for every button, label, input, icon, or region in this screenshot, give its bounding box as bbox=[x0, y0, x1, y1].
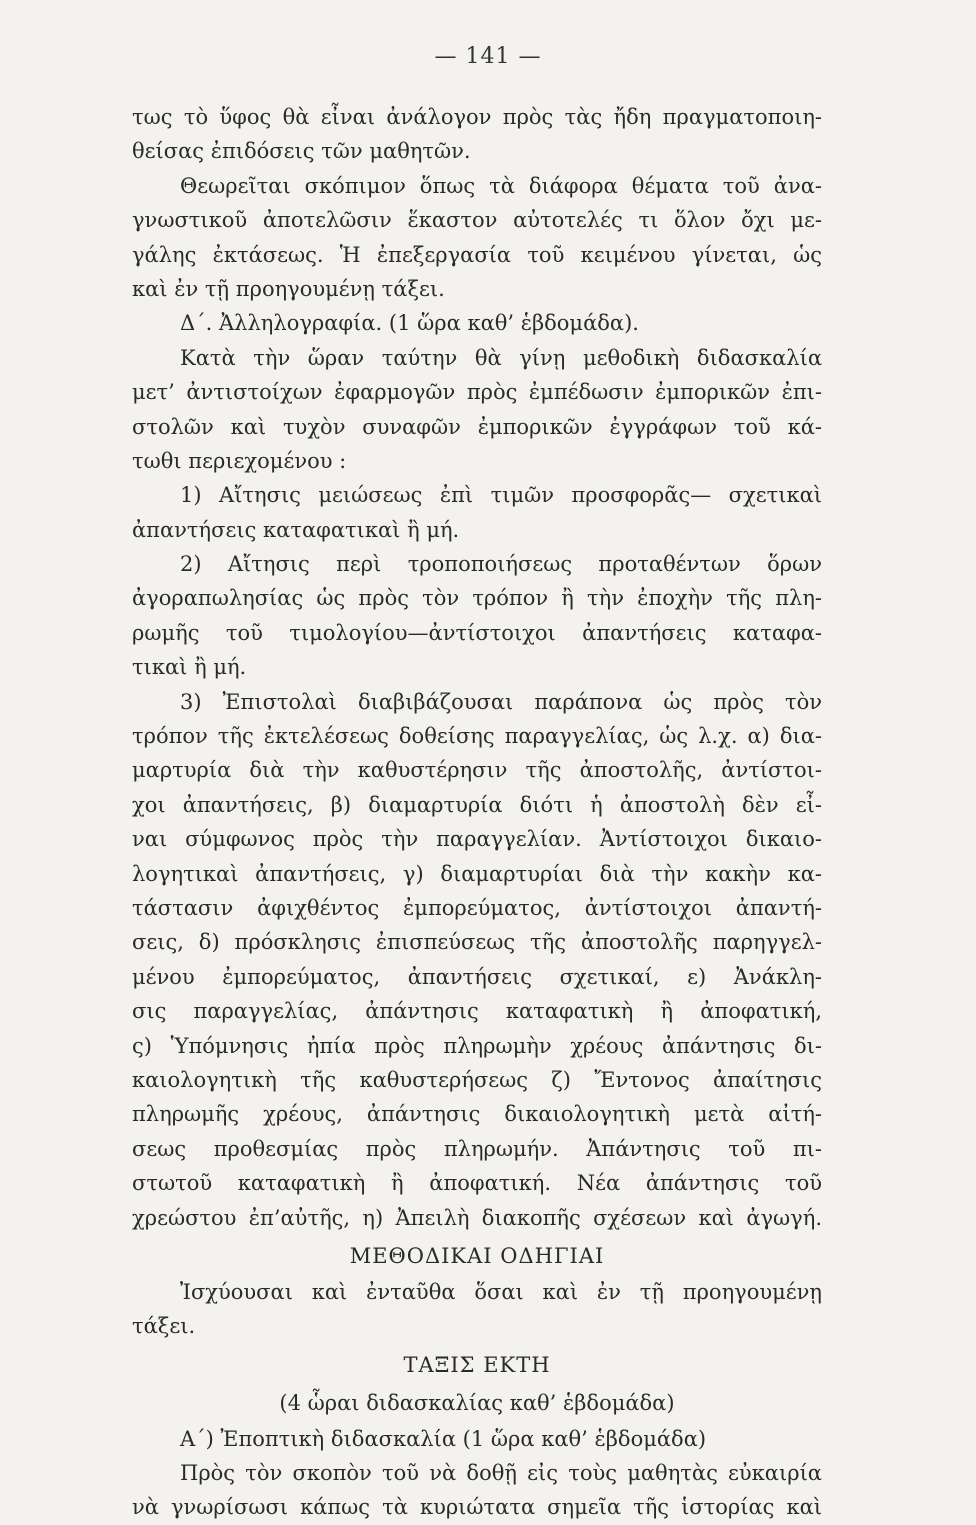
text-line: 1) Αἴτησις μειώσεως ἐπὶ τιμῶν προσφορᾶς— σχετικαὶ bbox=[180, 483, 822, 508]
text-line: σεως προθεσμίας πρὸς πληρωμήν. Ἀπάντησις τοῦ πι- bbox=[132, 1136, 822, 1161]
text-line: καὶ ἐν τῇ προηγουμένῃ τάξει. bbox=[132, 276, 445, 301]
text-line: ἀγοραπωλησίας ὡς πρὸς τὸν τρόπον ἢ τὴν ἐποχὴν τῆς πλη- bbox=[132, 586, 822, 611]
text-line: ρωμῆς τοῦ τιμολογίου—ἀντίστοιχοι ἀπαντήσεις καταφα- bbox=[132, 620, 822, 645]
body-text bbox=[132, 100, 822, 1525]
text-line: νὰ γνωρίσωσι κάπως τὰ κυριώτατα σημεῖα τῆς ἱστορίας καὶ bbox=[132, 1495, 822, 1520]
text-line: θείσας ἐπιδόσεις τῶν μαθητῶν. bbox=[132, 139, 471, 164]
text-line: πληρωμῆς χρέους, ἀπάντησις δικαιολογητικὴ μετὰ αἰτή- bbox=[132, 1102, 822, 1127]
text-line: σεις, δ) πρόσκλησις ἐπισπεύσεως τῆς ἀποστολῆς παρηγγελ- bbox=[132, 930, 822, 955]
text-line: ς) Ὑπόμνησις ἠπία πρὸς πληρωμὴν χρέους ἀπάντησις δι- bbox=[132, 1033, 822, 1058]
text-line: γνωστικοῦ ἀποτελῶσιν ἕκαστον αὐτοτελές τι ὅλον ὄχι με- bbox=[132, 208, 822, 233]
text-line: γάλης ἐκτάσεως. Ἡ ἐπεξεργασία τοῦ κειμένου γίνεται, ὡς bbox=[132, 242, 822, 267]
text-line: μαρτυρία διὰ τὴν καθυστέρησιν τῆς ἀποστολῆς, ἀντίστοι- bbox=[132, 758, 822, 783]
text-line: 3) Ἐπιστολαὶ διαβιβάζουσαι παράπονα ὡς πρὸς τὸν bbox=[180, 689, 822, 714]
text-line: Α΄) Ἐποπτικὴ διδασκαλία (1 ὥρα καθ’ ἑβδομάδα) bbox=[180, 1426, 707, 1451]
text-line: στολῶν καὶ τυχὸν συναφῶν ἐμπορικῶν ἐγγράφων τοῦ κά- bbox=[132, 414, 822, 439]
text-line: τάστασιν ἀφιχθέντος ἐμπορεύματος, ἀντίστοιχοι ἀπαντή- bbox=[132, 895, 822, 920]
text-line: τως τὸ ὕφος θὰ εἶναι ἀνάλογον πρὸς τὰς ἤδη πραγματοποιη- bbox=[132, 105, 822, 129]
text-line: ἀπαντήσεις καταφατικαὶ ἢ μή. bbox=[132, 517, 460, 542]
text-line: στωτοῦ καταφατικὴ ἢ ἀποφατική. Νέα ἀπάντησις τοῦ bbox=[132, 1171, 822, 1196]
text-line: μετ’ ἀντιστοίχων ἐφαρμογῶν πρὸς ἐμπέδωσιν ἐμπορικῶν ἐπι- bbox=[132, 380, 822, 405]
text-line: μένου ἐμπορεύματος, ἀπαντήσεις σχετικαί, ε) Ἀνάκλη- bbox=[132, 964, 822, 989]
text-line: 2) Αἴτησις περὶ τροποποιήσεως προταθέντων ὅρων bbox=[180, 552, 822, 577]
text-line: τρόπον τῆς ἐκτελέσεως δοθείσης παραγγελίας, ὡς λ.χ. α) δια- bbox=[132, 724, 822, 749]
text-line: Πρὸς τὸν σκοπὸν τοῦ νὰ δοθῇ εἰς τοὺς μαθητὰς εὐκαιρία bbox=[180, 1461, 822, 1486]
text-line: Δ΄. Ἀλληλογραφία. (1 ὥρα καθ’ ἑβδομάδα). bbox=[180, 311, 639, 336]
text-line: τικαὶ ἢ μή. bbox=[132, 655, 247, 680]
text-line: Ἰσχύουσαι καὶ ἐνταῦθα ὅσαι καὶ ἐν τῇ προηγουμένῃ bbox=[180, 1279, 822, 1304]
text-line: ναι σύμφωνος πρὸς τὴν παραγγελίαν. Ἀντίστοιχοι δικαιο- bbox=[132, 827, 822, 852]
page-number: — 141 — bbox=[434, 44, 542, 69]
text-line: τωθι περιεχομένου : bbox=[132, 448, 347, 473]
text-line: Θεωρεῖται σκόπιμον ὅπως τὰ διάφορα θέματα τοῦ ἀνα- bbox=[180, 173, 822, 198]
text-line: τάξει. bbox=[132, 1314, 196, 1339]
text-line: Κατὰ τὴν ὥραν ταύτην θὰ γίνῃ μεθοδικὴ διδασκαλία bbox=[180, 345, 822, 370]
text-line: χρεώστου ἐπ’αὐτῆς, η) Ἀπειλὴ διακοπῆς σχέσεων καὶ ἀγωγή. bbox=[132, 1205, 822, 1230]
section-heading: ΜΕΘΟΔΙΚΑΙ ΟΔΗΓΙΑΙ bbox=[349, 1243, 605, 1268]
text-line: καιολογητικὴ τῆς καθυστερήσεως ζ) Ἔντονος ἀπαίτησις bbox=[132, 1067, 822, 1092]
section-heading: ΤΑΞΙΣ ΕΚΤΗ bbox=[403, 1352, 551, 1377]
text-line: σις παραγγελίας, ἀπάντησις καταφατικὴ ἢ ἀποφατική, bbox=[132, 999, 822, 1024]
text-line: λογητικαὶ ἀπαντήσεις, γ) διαμαρτυρίαι διὰ τὴν κακὴν κα- bbox=[132, 861, 822, 886]
section-subheading: (4 ὧραι διδασκαλίας καθ’ ἑβδομάδα) bbox=[279, 1390, 675, 1415]
text-line: χοι ἀπαντήσεις, β) διαμαρτυρία διότι ἡ ἀποστολὴ δὲν εἶ- bbox=[132, 792, 822, 817]
